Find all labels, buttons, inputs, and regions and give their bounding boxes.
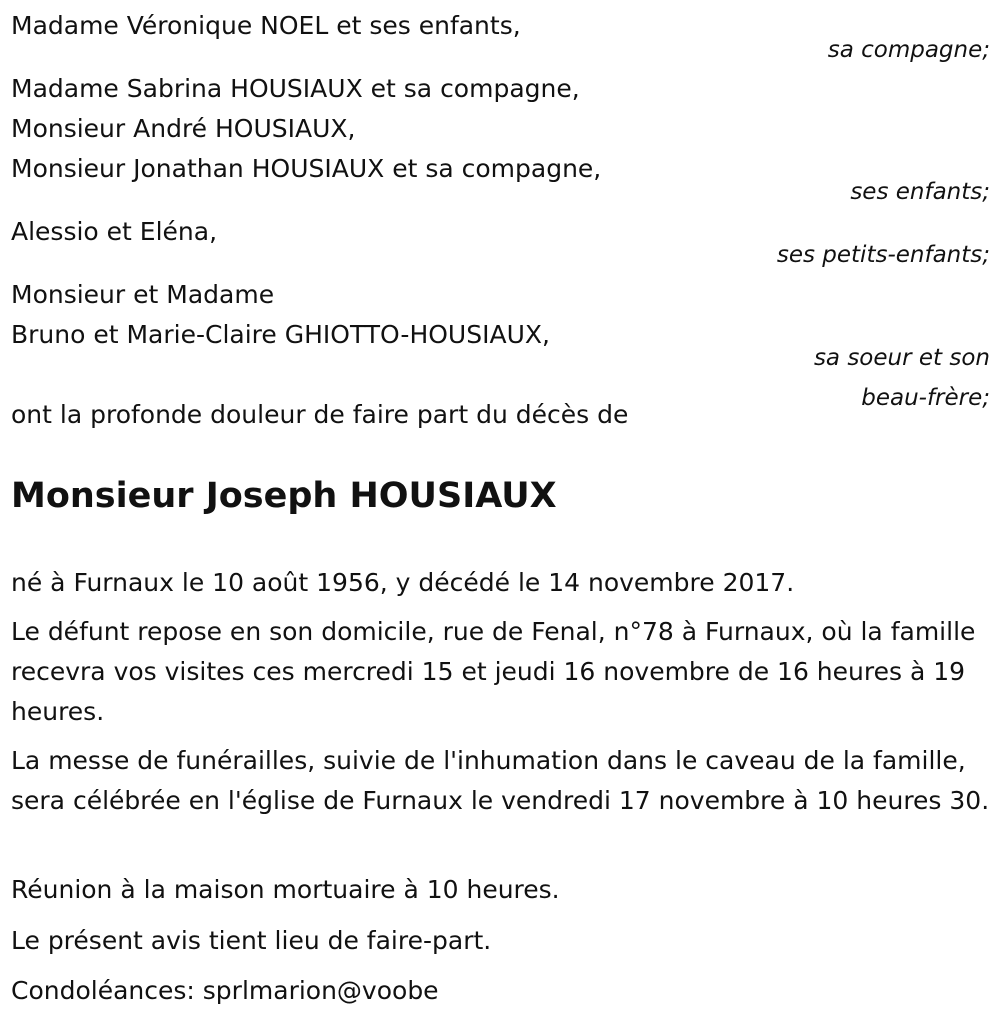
child-line: Monsieur Jonathan HOUSIAUX et sa compagne, [11, 154, 602, 183]
spouse-line: Madame Véronique NOEL et ses enfants, [11, 11, 521, 40]
children-relation: ses enfants; [850, 179, 990, 205]
grandchildren-relation: ses petits-enfants; [776, 242, 990, 268]
sibling-line-2: Bruno et Marie-Claire GHIOTTO-HOUSIAUX, [11, 320, 550, 349]
sibling-relation-2: beau-frère; [861, 385, 990, 411]
reunion-text: Réunion à la maison mortuaire à 10 heures. [11, 875, 560, 904]
sibling-relation-1: sa soeur et son [813, 345, 990, 371]
deceased-name: Monsieur Joseph HOUSIAUX [11, 476, 557, 516]
condolences-text: Condoléances: sprlmarion@voobe [11, 976, 439, 1005]
sibling-line-1: Monsieur et Madame [11, 280, 275, 309]
spouse-relation: sa compagne; [827, 37, 990, 63]
funeral-text: La messe de funérailles, suivie de l'inhumation dans le caveau de la famille, sera célébrée en l'église de Furnaux le vendredi 17 novembre à 10 heures 30. [11, 746, 990, 815]
child-line: Monsieur André HOUSIAUX, [11, 114, 356, 143]
notice-text: Le présent avis tient lieu de faire-part. [11, 926, 492, 955]
birth-death-text: né à Furnaux le 10 août 1956, y décédé le 14 novembre 2017. [11, 568, 795, 597]
repose-text: Le défunt repose en son domicile, rue de Fenal, n°78 à Furnaux, où la famille recevra vos visites ces mercredi 15 et jeudi 16 novembre de 16 heures à 19 heures. [11, 617, 976, 726]
child-line: Madame Sabrina HOUSIAUX et sa compagne, [11, 74, 580, 103]
announcement-text: ont la profonde douleur de faire part du décès de [11, 400, 629, 429]
grandchildren-line: Alessio et Eléna, [11, 217, 218, 246]
